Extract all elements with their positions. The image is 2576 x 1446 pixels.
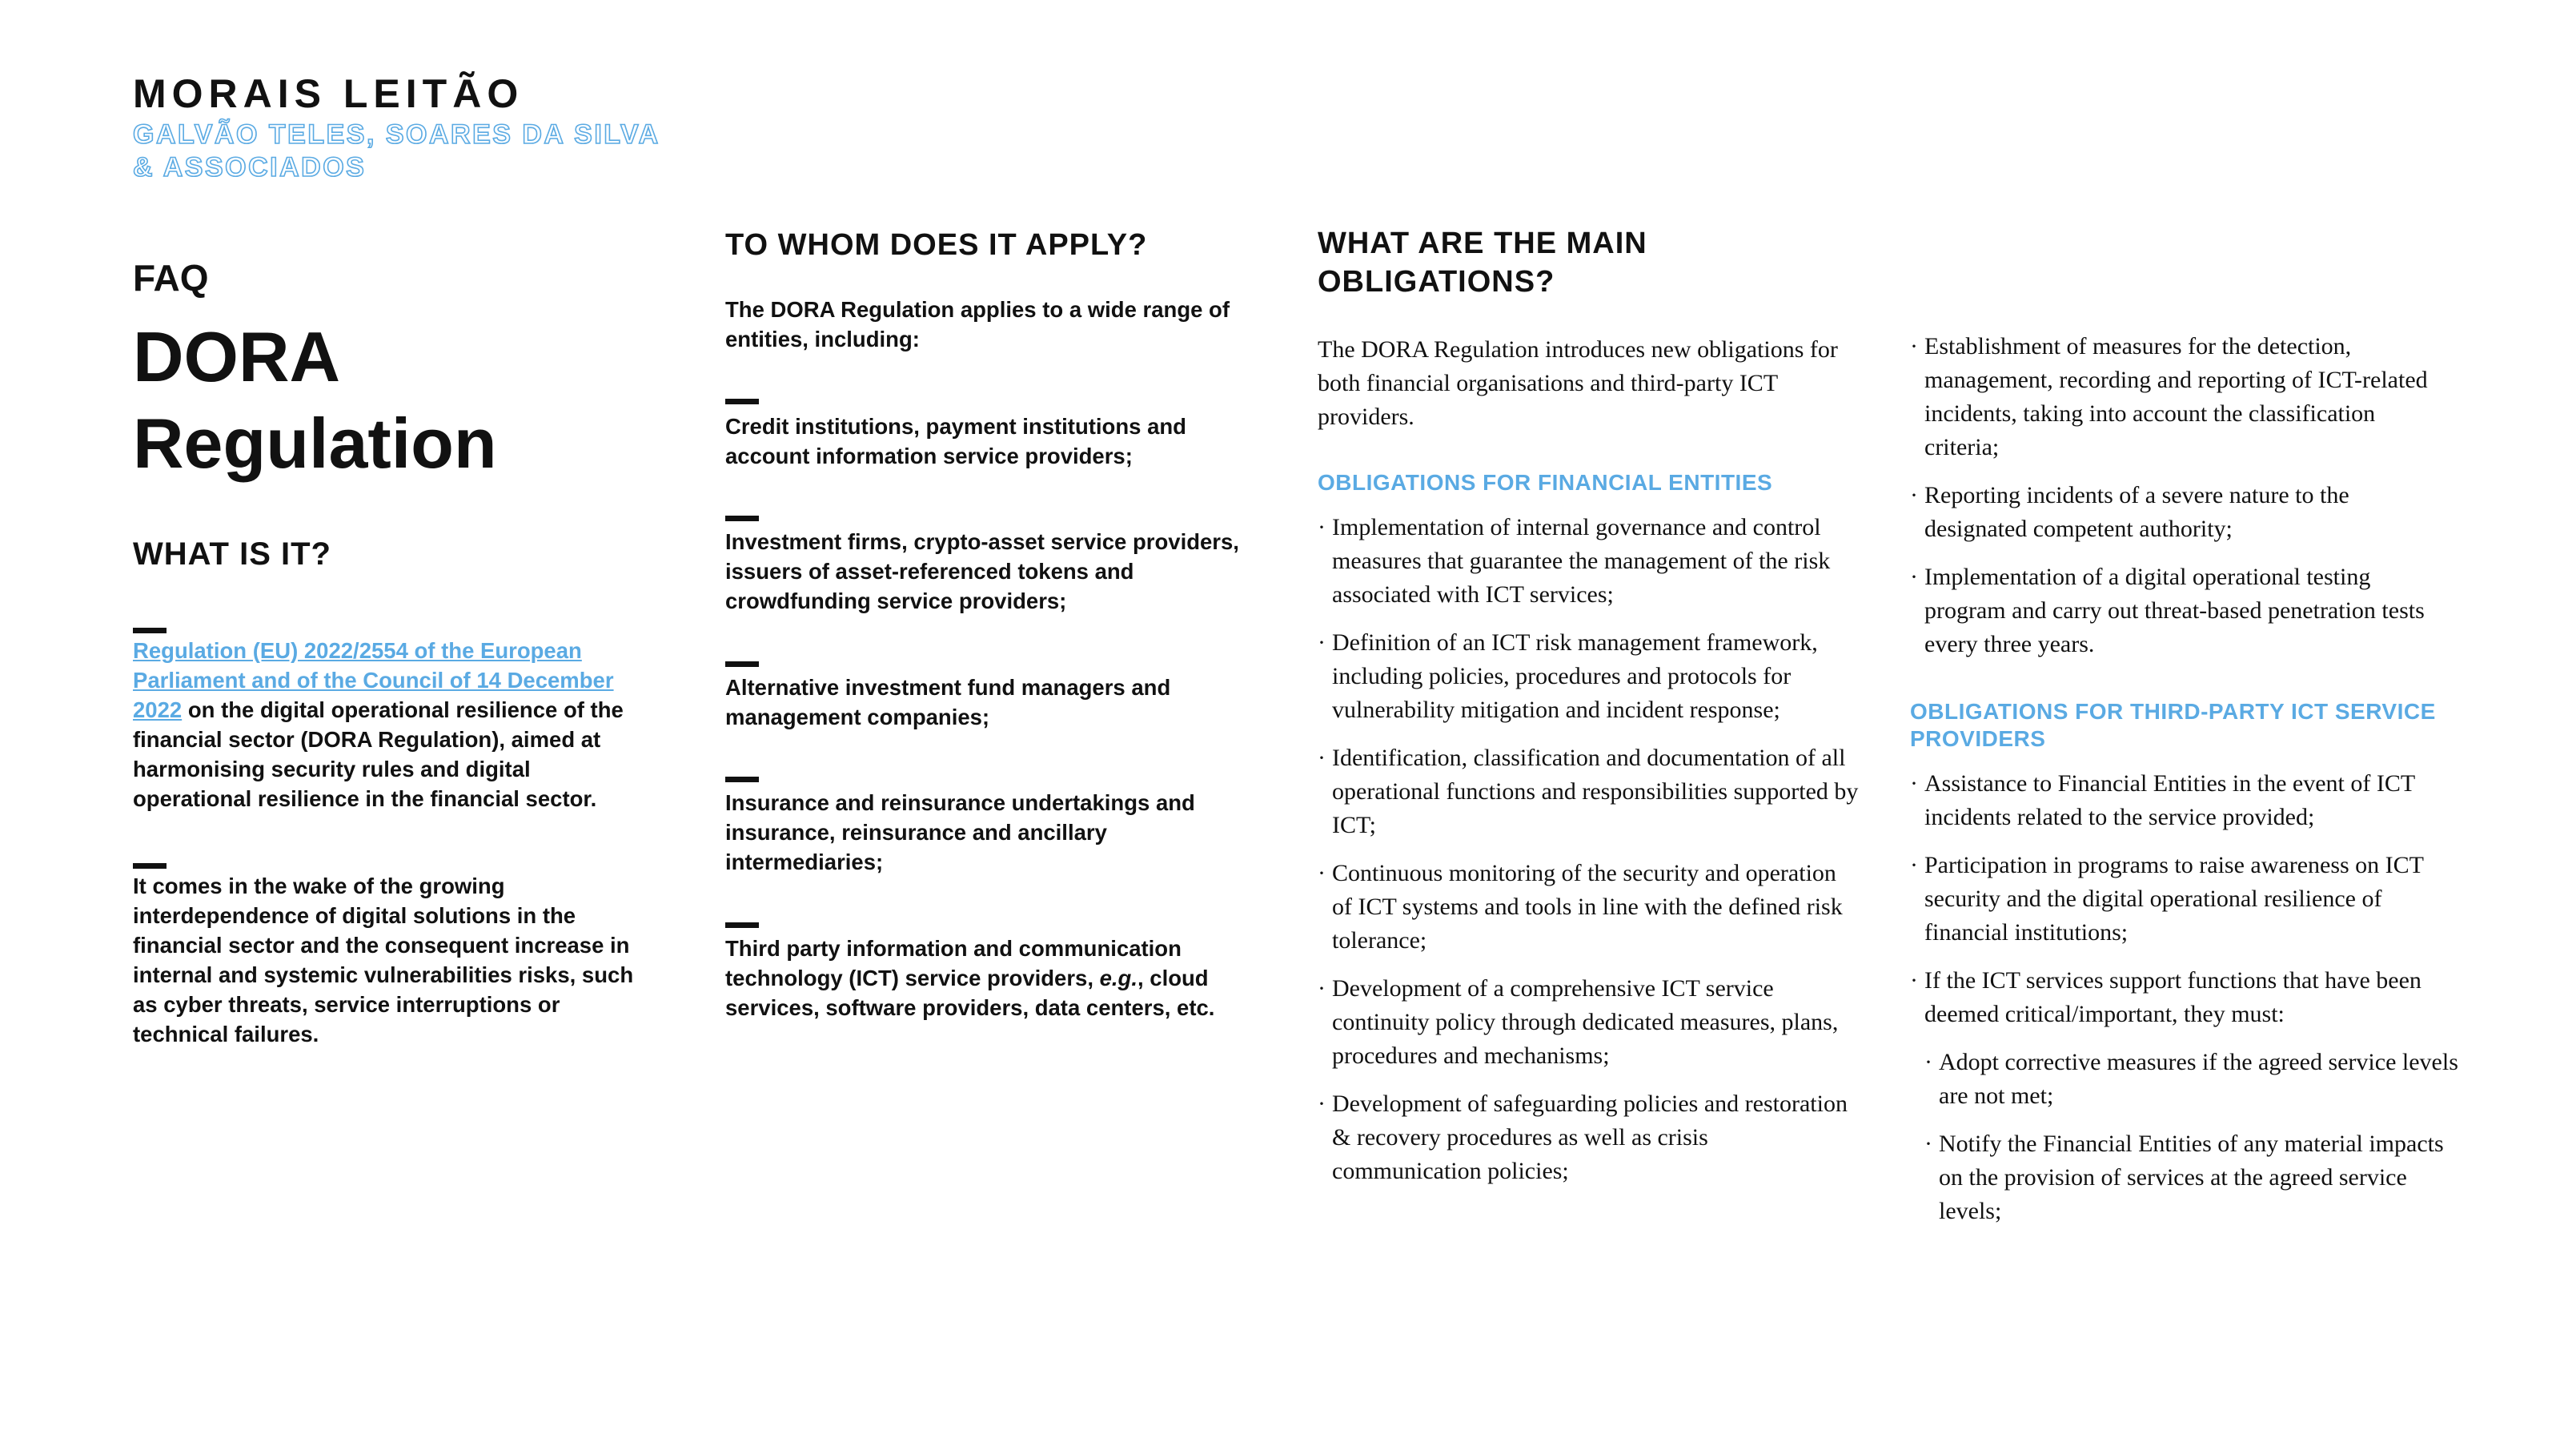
logo-subtitle-line1: GALVÃO TELES, SOARES DA SILVA bbox=[133, 119, 660, 150]
obligation-subitem: · Adopt corrective measures if the agreed service levels are not met; bbox=[1910, 1046, 2470, 1113]
page-title bbox=[133, 314, 645, 487]
obligation-item: · Development of a comprehensive ICT service continuity policy through dedicated measures, plans, procedures and mechanisms; bbox=[1318, 972, 1862, 1073]
section-dash bbox=[725, 777, 759, 782]
entity-item: Investment firms, crypto-asset service providers, issuers of asset-referenced tokens and crowdfunding service providers; bbox=[725, 529, 1239, 613]
faq-label: FAQ bbox=[133, 257, 209, 299]
section-dash bbox=[725, 922, 759, 928]
section-dash bbox=[725, 516, 759, 521]
section-dash bbox=[133, 863, 167, 869]
obligation-item: · Establishment of measures for the detection, management, recording and reporting of ICT-related incidents, taking into account the classification criteria; bbox=[1910, 330, 2454, 464]
to-whom-intro: The DORA Regulation applies to a wide range of entities, including: bbox=[725, 297, 1230, 351]
obligations-intro: The DORA Regulation introduces new obligations for both financial organisations and third-party ICT providers. bbox=[1318, 336, 1838, 430]
what-is-it-paragraph bbox=[133, 636, 645, 813]
entity-item bbox=[725, 934, 1246, 1022]
section-dash bbox=[725, 399, 759, 404]
section-dash bbox=[133, 628, 167, 633]
obligation-item: · Continuous monitoring of the security and operation of ICT systems and tools in line with the defined risk tolerance; bbox=[1318, 857, 1862, 958]
entity-5-eg: e.g. bbox=[1099, 966, 1138, 990]
page-title-line1: DORA bbox=[133, 317, 341, 396]
obligation-item: · Definition of an ICT risk management framework, including policies, procedures and protocols for vulnerability mitigation and incident response; bbox=[1318, 626, 1862, 727]
obligation-item: · Reporting incidents of a severe nature to the designated competent authority; bbox=[1910, 479, 2454, 546]
obligation-item: · Implementation of a digital operational testing program and carry out threat-based penetration tests every three years. bbox=[1910, 560, 2454, 661]
obligation-subitem: · Notify the Financial Entities of any material impacts on the provision of services at the agreed service levels; bbox=[1910, 1127, 2470, 1228]
logo-subtitle-line2: & ASSOCIADOS bbox=[133, 152, 367, 183]
what-is-it-heading: WHAT IS IT? bbox=[133, 536, 331, 572]
context-paragraph: It comes in the wake of the growing interdependence of digital solutions in the financial sector and the consequent increase in internal and systemic vulnerabilities risks, such as cyber threats, service interruptions or technical failures. bbox=[133, 874, 634, 1046]
financial-obligations-list bbox=[1318, 511, 1862, 1203]
obligation-item: · Assistance to Financial Entities in the event of ICT incidents related to the service provided; bbox=[1910, 767, 2470, 834]
obligation-item: · Participation in programs to raise awareness on ICT security and the digital operational resilience of financial institutions; bbox=[1910, 849, 2470, 950]
obligation-item: · If the ICT services support functions that have been deemed critical/important, they must: bbox=[1910, 964, 2470, 1031]
logo-subtitle bbox=[133, 118, 709, 184]
section-dash bbox=[725, 661, 759, 667]
third-party-heading: OBLIGATIONS FOR THIRD-PARTY ICT SERVICE PROVIDERS bbox=[1910, 699, 2436, 751]
page-title-line2: Regulation bbox=[133, 404, 497, 483]
financial-obligations-list-continued bbox=[1910, 330, 2454, 676]
regulation-link[interactable]: Regulation (EU) 2022/2554 of the European Parliament and of the Council of 14 December 2022 bbox=[133, 638, 614, 722]
obligations-heading: WHAT ARE THE MAIN OBLIGATIONS? bbox=[1318, 227, 1647, 299]
entity-5-text: Third party information and communication technology (ICT) service providers, bbox=[725, 936, 1182, 990]
entity-5-text-end: , cloud services, software providers, data centers, etc. bbox=[725, 966, 1215, 1020]
what-is-it-paragraph-rest: on the digital operational resilience of the financial sector (DORA Regulation), aimed at harmonising security rules and digital operational resilience in the financial sector. bbox=[133, 697, 624, 811]
logo-name: MORAIS LEITÃO bbox=[133, 71, 524, 116]
obligation-item: · Identification, classification and documentation of all operational functions and responsibilities supported by ICT; bbox=[1318, 741, 1862, 842]
entity-item: Alternative investment fund managers and management companies; bbox=[725, 675, 1171, 729]
obligation-item: · Implementation of internal governance and control measures that guarantee the management of the risk associated with ICT services; bbox=[1318, 511, 1862, 612]
entity-item: Insurance and reinsurance undertakings and insurance, reinsurance and ancillary intermediaries; bbox=[725, 790, 1195, 874]
entity-item: Credit institutions, payment institutions and account information service providers; bbox=[725, 414, 1186, 468]
financial-entities-heading: OBLIGATIONS FOR FINANCIAL ENTITIES bbox=[1318, 470, 1773, 495]
to-whom-heading: TO WHOM DOES IT APPLY? bbox=[725, 228, 1148, 262]
obligation-item: · Development of safeguarding policies and restoration & recovery procedures as well as crisis communication policies; bbox=[1318, 1087, 1862, 1188]
third-party-obligations-list bbox=[1910, 767, 2470, 1243]
